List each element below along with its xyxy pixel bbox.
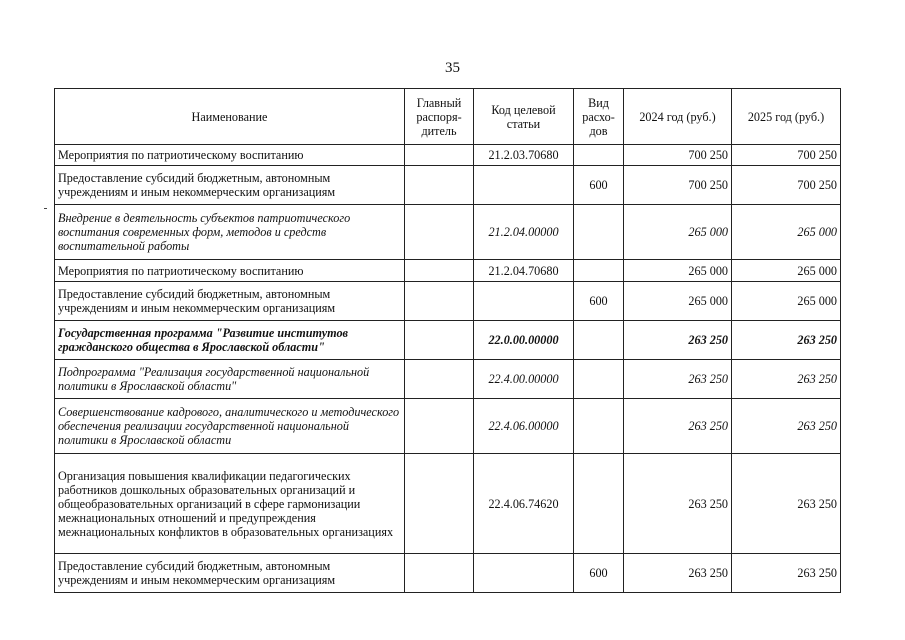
table-row	[55, 205, 841, 260]
cell-code: 21.2.04.00000	[474, 205, 574, 260]
cell-code: 21.2.04.70680	[474, 260, 574, 282]
header-2025: 2025 год (руб.)	[732, 89, 841, 145]
cell-2025: 265 000	[732, 260, 841, 282]
cell-2025: 700 250	[732, 166, 841, 205]
cell-code: 22.4.00.00000	[474, 360, 574, 399]
cell-manager	[405, 554, 474, 593]
table-row	[55, 360, 841, 399]
cell-code: 22.4.06.00000	[474, 399, 574, 454]
table-row	[55, 260, 841, 282]
cell-code	[474, 282, 574, 321]
cell-expense	[574, 454, 624, 554]
header-code: Код целевой статьи	[474, 89, 574, 145]
cell-manager	[405, 260, 474, 282]
page-number: 35	[445, 60, 460, 76]
table-row	[55, 321, 841, 360]
cell-name: Предоставление субсидий бюджетным, автономным учреждениям и иным некоммерческим организациям	[55, 166, 405, 205]
cell-code	[474, 554, 574, 593]
cell-2024: 263 250	[624, 321, 732, 360]
cell-2024: 263 250	[624, 554, 732, 593]
cell-manager	[405, 454, 474, 554]
header-manager: Главный распоря-дитель	[405, 89, 474, 145]
cell-2024: 263 250	[624, 360, 732, 399]
cell-expense	[574, 145, 624, 166]
table-row	[55, 282, 841, 321]
table-row	[55, 166, 841, 205]
cell-manager	[405, 205, 474, 260]
cell-2025: 700 250	[732, 145, 841, 166]
header-expense: Вид расхо-дов	[574, 89, 624, 145]
cell-2024: 263 250	[624, 399, 732, 454]
cell-manager	[405, 360, 474, 399]
cell-expense	[574, 205, 624, 260]
cell-manager	[405, 399, 474, 454]
cell-name: Подпрограмма "Реализация государственной национальной политики в Ярославской области"	[55, 360, 405, 399]
header-name: Наименование	[55, 89, 405, 145]
cell-manager	[405, 282, 474, 321]
cell-name: Совершенствование кадрового, аналитического и методического обеспечения реализации государственной национальной политики в Ярославской области	[55, 399, 405, 454]
cell-name: Государственная программа "Развитие институтов гражданского общества в Ярославской области"	[55, 321, 405, 360]
cell-2024: 700 250	[624, 166, 732, 205]
cell-code	[474, 166, 574, 205]
cell-expense: 600	[574, 554, 624, 593]
cell-name: Предоставление субсидий бюджетным, автономным учреждениям и иным некоммерческим организациям	[55, 554, 405, 593]
cell-2025: 265 000	[732, 205, 841, 260]
cell-manager	[405, 166, 474, 205]
table-header	[55, 89, 841, 145]
cell-2025: 263 250	[732, 399, 841, 454]
table-row	[55, 399, 841, 454]
cell-2024: 265 000	[624, 205, 732, 260]
cell-code: 21.2.03.70680	[474, 145, 574, 166]
cell-expense	[574, 260, 624, 282]
cell-2024: 265 000	[624, 260, 732, 282]
cell-expense	[574, 321, 624, 360]
cell-expense	[574, 399, 624, 454]
cell-expense: 600	[574, 166, 624, 205]
cell-manager	[405, 321, 474, 360]
cell-2025: 263 250	[732, 454, 841, 554]
cell-name: Мероприятия по патриотическому воспитанию	[55, 260, 405, 282]
cell-name: Предоставление субсидий бюджетным, автономным учреждениям и иным некоммерческим организациям	[55, 282, 405, 321]
cell-expense	[574, 360, 624, 399]
cell-2025: 263 250	[732, 321, 841, 360]
cell-expense: 600	[574, 282, 624, 321]
cell-2024: 263 250	[624, 454, 732, 554]
cell-name: Мероприятия по патриотическому воспитанию	[55, 145, 405, 166]
table-row	[55, 145, 841, 166]
cell-2025: 263 250	[732, 360, 841, 399]
cell-code: 22.0.00.00000	[474, 321, 574, 360]
margin-mark	[44, 208, 47, 209]
header-2024: 2024 год (руб.)	[624, 89, 732, 145]
cell-name: Внедрение в деятельность субъектов патриотического воспитания современных форм, методов и средств воспитательной работы	[55, 205, 405, 260]
table-row	[55, 554, 841, 593]
cell-code: 22.4.06.74620	[474, 454, 574, 554]
cell-manager	[405, 145, 474, 166]
table-row	[55, 454, 841, 554]
cell-name: Организация повышения квалификации педагогических работников дошкольных образовательных организаций и общеобразовательных организаций в сфере гармонизации межнациональных отношений и предупреждения межнациональных конфликтов в образовательных организациях	[55, 454, 405, 554]
cell-2025: 265 000	[732, 282, 841, 321]
cell-2025: 263 250	[732, 554, 841, 593]
budget-table	[54, 88, 841, 593]
cell-2024: 700 250	[624, 145, 732, 166]
cell-2024: 265 000	[624, 282, 732, 321]
